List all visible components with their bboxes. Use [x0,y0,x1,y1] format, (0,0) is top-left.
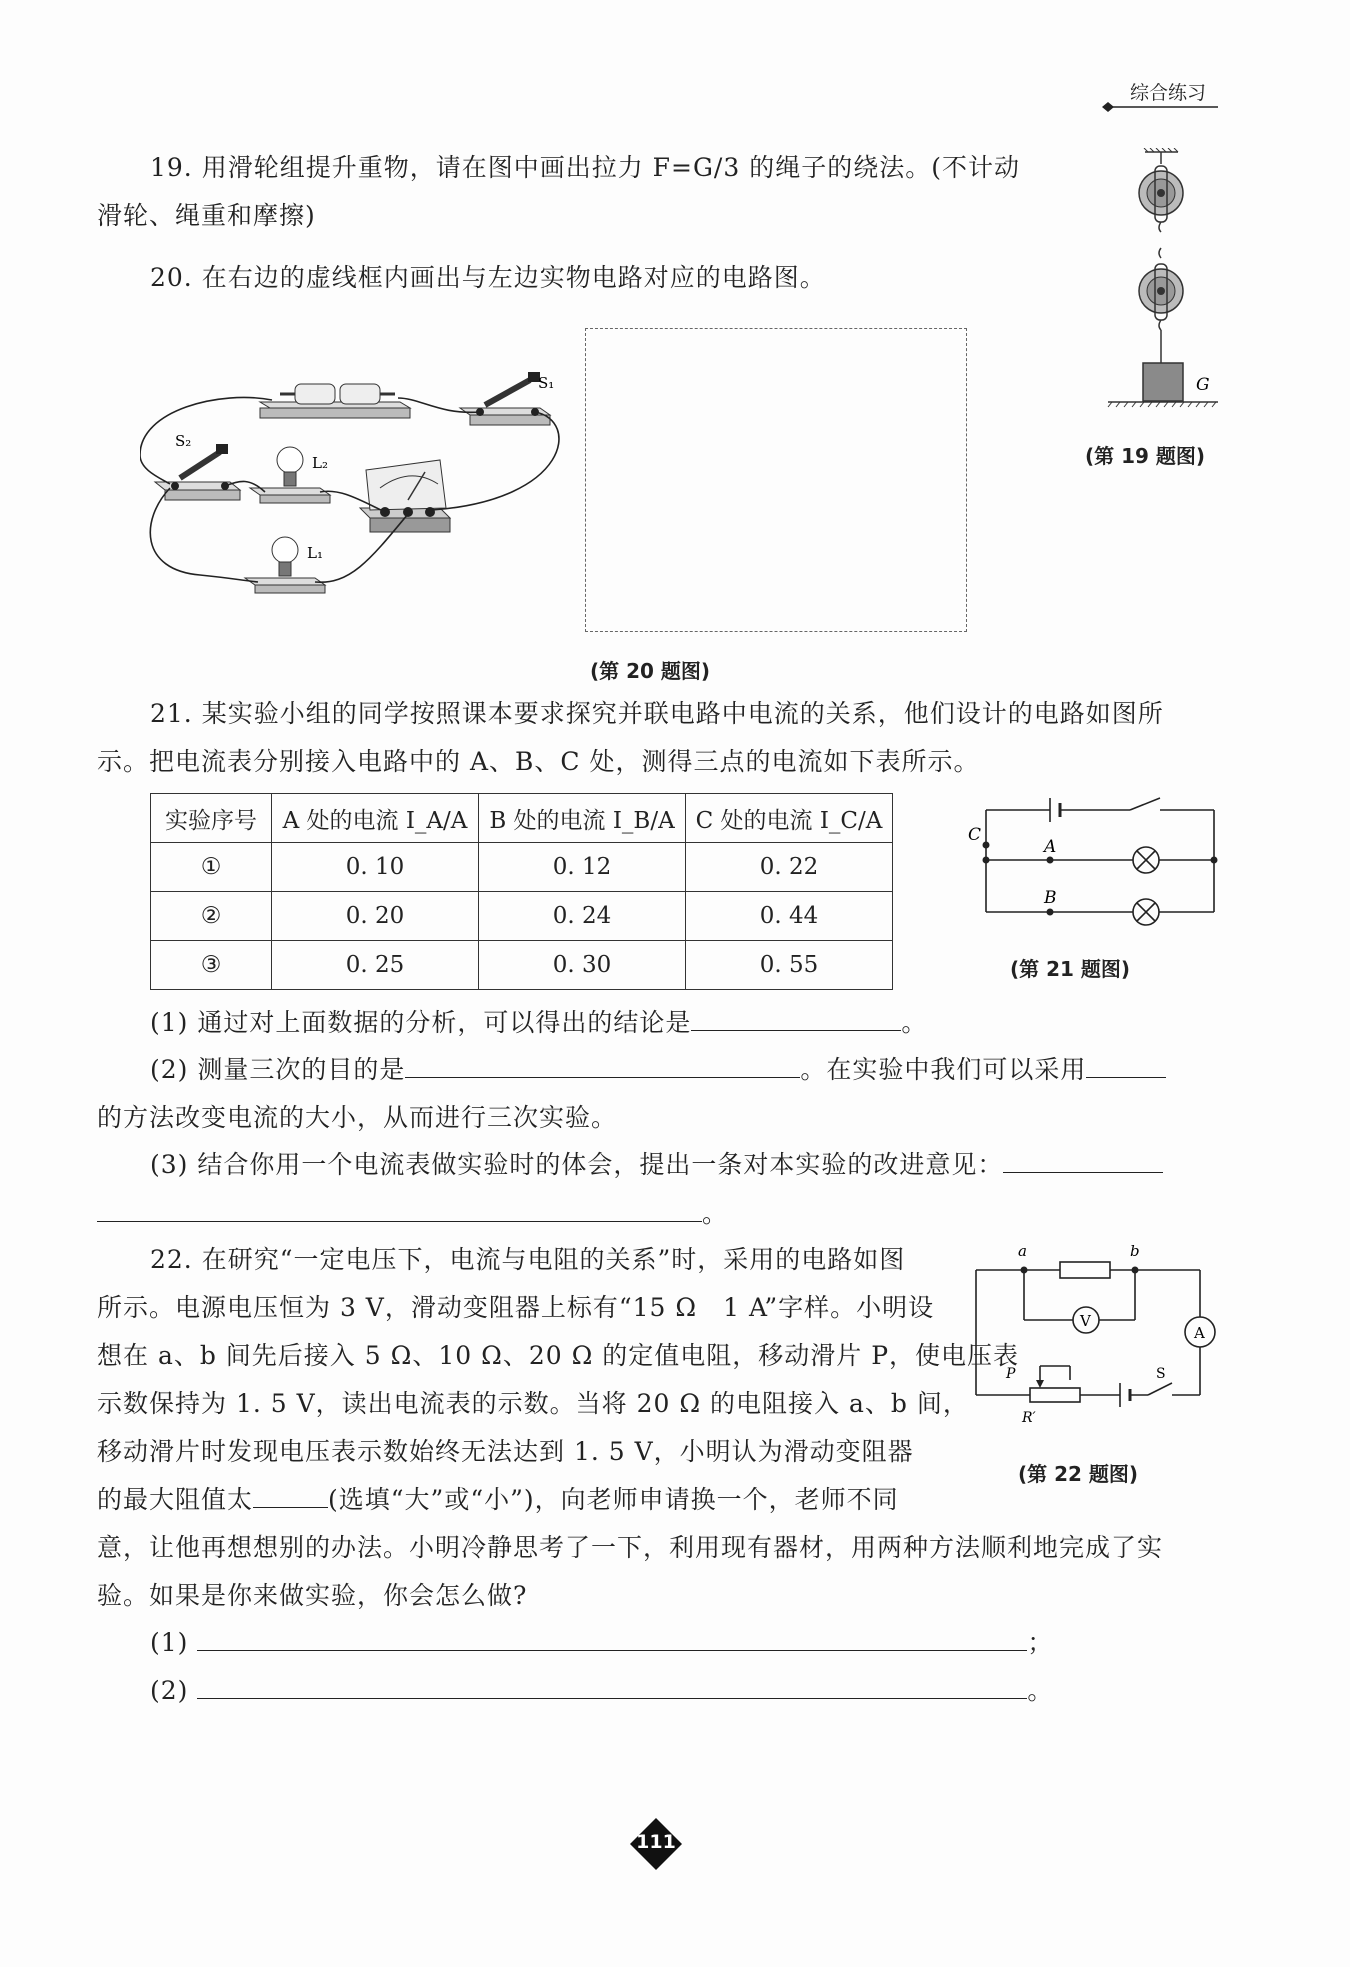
label-l2: L₂ [312,454,328,472]
q21-part3-answer-blank2[interactable] [97,1195,702,1222]
slider-label: P [1006,1366,1016,1382]
q21-part2-answer-blank2[interactable] [1086,1051,1166,1078]
q22-circuit-diagram [970,1240,1220,1430]
weight-block [1143,363,1183,401]
weight-label: G [1196,375,1210,395]
q22-line3: 想在 a、b 间先后接入 5 Ω、10 Ω、20 Ω 的定值电阻，移动滑片 P，使电压表 [97,1341,1020,1370]
q21-part1-answer-blank[interactable] [691,1004,901,1031]
q22-line6-text-a: 的最大阻值太 [97,1485,254,1514]
q21-text-line1: 21. 某实验小组的同学按照课本要求探究并联电路中电流的关系，他们设计的电路如图所 [150,699,1164,728]
table-row [151,843,893,892]
label-l1: L₁ [307,544,323,562]
q21-part1-period: 。 [901,1008,928,1037]
table-cell: 0. 55 [686,941,893,990]
q22-line6-text-b: (选填“大”或“小”)，向老师申请换一个，老师不同 [328,1485,899,1514]
q21-part3-period: 。 [702,1199,729,1228]
q21-part2-text-b: 。在实验中我们可以采用 [800,1055,1087,1084]
table-cell: ③ [151,941,272,990]
q22-line1: 22. 在研究“一定电压下，电流与电阻的关系”时，采用的电路如图 [150,1245,906,1274]
q22-answer1-label: (1) [150,1628,189,1657]
table-cell: ② [151,892,272,941]
ammeter-device [360,460,450,532]
q21-part2-answer-blank1[interactable] [405,1051,800,1078]
q21-part3-text: (3) 结合你用一个电流表做实验时的体会，提出一条对本实验的改进意见： [150,1150,1004,1179]
q21-part1-text: (1) 通过对上面数据的分析，可以得出的结论是 [150,1008,692,1037]
q22-line5: 移动滑片时发现电压表示数始终无法达到 1. 5 V，小明认为滑动变阻器 [97,1437,914,1466]
q20-physical-circuit [140,360,570,620]
q20-answer-box[interactable] [585,328,967,632]
label-s1: S₁ [538,374,555,392]
node-label-a: A [1044,837,1057,857]
battery-pack [260,384,410,418]
q22-caption: (第 22 题图) [1018,1462,1139,1486]
q21-part1 [150,999,927,1047]
section-header [1100,78,1220,110]
node-label-b: B [1044,888,1057,908]
page-number: 111 [636,1831,676,1853]
ammeter-label: A [1194,1324,1205,1342]
node-label-c: C [968,825,982,845]
q21-part3-answer-blank1[interactable] [1003,1146,1163,1173]
q22-answer1-blank[interactable] [197,1624,1027,1651]
lamp-l2 [250,447,330,503]
table-cell: 0. 12 [479,843,686,892]
table-cell: 0. 20 [272,892,479,941]
label-s2: S₂ [175,432,192,450]
section-title: 综合练习 [1130,82,1207,104]
q22-answer2 [150,1667,1053,1715]
q21-data-table [150,793,893,990]
q22-line6 [97,1476,899,1524]
q21-circuit-diagram [960,790,1230,940]
node-label-a: a [1018,1242,1027,1260]
q20-caption: (第 20 题图) [590,659,711,683]
q19-text-line1: 19. 用滑轮组提升重物，请在图中画出拉力 F=G/3 的绳子的绕法。(不计动 [150,153,1020,182]
table-cell: 0. 30 [479,941,686,990]
q21-part2-text-a: (2) 测量三次的目的是 [150,1055,406,1084]
q22-line2: 所示。电源电压恒为 3 V，滑动变阻器上标有“15 Ω 1 A”字样。小明设 [97,1293,935,1322]
q20-text: 20. 在右边的虚线框内画出与左边实物电路对应的电路图。 [150,263,826,292]
q21-part3-cont [97,1190,728,1238]
q22-answer2-end: 。 [1027,1676,1054,1705]
q21-part2 [150,1046,1166,1094]
table-row [151,941,893,990]
table-header-cell: A 处的电流 I_A/A [272,794,479,843]
q21-text-line2: 示。把电流表分别接入电路中的 A、B、C 处，测得三点的电流如下表所示。 [97,747,980,776]
table-header-cell: B 处的电流 I_B/A [479,794,686,843]
switch-s1 [460,372,554,425]
table-header-row [151,794,893,843]
lamp-l1 [245,537,325,593]
page-number-badge [630,1818,682,1870]
table-cell: 0. 24 [479,892,686,941]
switch-label: S [1156,1366,1166,1382]
q19-pulley-figure [1100,148,1230,408]
q21-caption: (第 21 题图) [1010,957,1131,981]
voltmeter-label: V [1080,1312,1091,1330]
node-label-b: b [1130,1242,1140,1260]
q21-part2-cont: 的方法改变电流的大小，从而进行三次实验。 [97,1103,618,1132]
q19-text-line2: 滑轮、绳重和摩擦) [97,201,316,230]
q19-caption: (第 19 题图) [1085,444,1206,468]
q22-answer1-end: ； [1027,1628,1054,1657]
table-cell: 0. 10 [272,843,479,892]
table-row [151,892,893,941]
q22-fill-blank[interactable] [253,1481,328,1508]
q22-answer2-label: (2) [150,1676,189,1705]
q22-line4: 示数保持为 1. 5 V，读出电流表的示数。当将 20 Ω 的电阻接入 a、b 间， [97,1389,969,1418]
q22-line7: 意，让他再想想别的办法。小明冷静思考了一下，利用现有器材，用两种方法顺利地完成了实 [97,1533,1164,1562]
q21-part3 [150,1141,1163,1189]
table-cell: 0. 25 [272,941,479,990]
q22-line8: 验。如果是你来做实验，你会怎么做? [97,1581,528,1610]
table-header-cell: 实验序号 [151,794,272,843]
q22-answer1 [150,1619,1053,1667]
rheostat-label: R′ [1022,1410,1036,1426]
table-cell: 0. 22 [686,843,893,892]
q22-answer2-blank[interactable] [197,1672,1027,1699]
table-header-cell: C 处的电流 I_C/A [686,794,893,843]
header-rule [1100,100,1220,114]
table-cell: ① [151,843,272,892]
table-cell: 0. 44 [686,892,893,941]
